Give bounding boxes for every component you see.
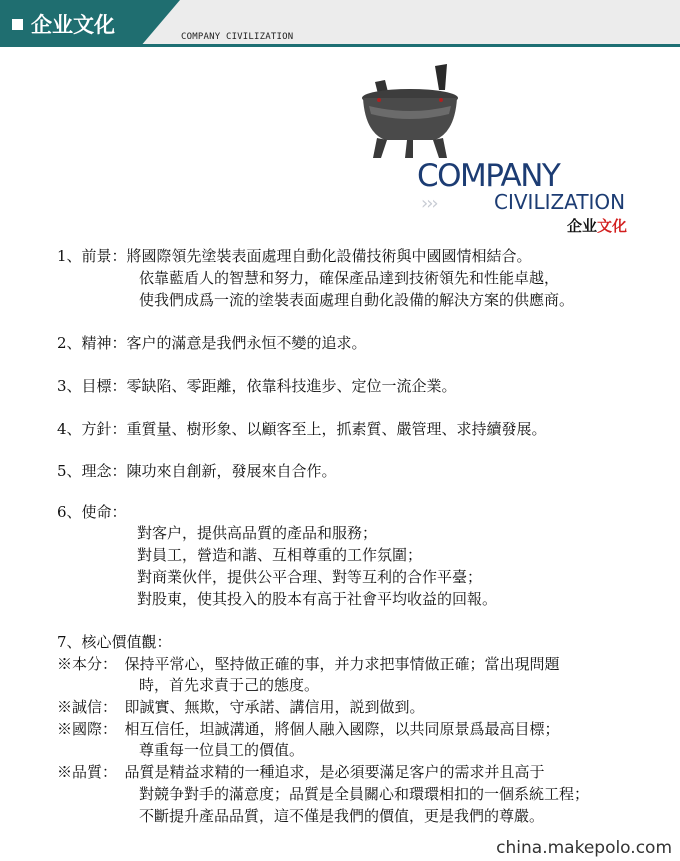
text-line: 不斷提升產品品質，這不僅是我們的價值，更是我們的尊嚴。 — [139, 807, 545, 825]
text-line: 5、理念：陳功來自創新，發展來自合作。 — [57, 462, 337, 480]
section-subtitle: COMPANY CIVILIZATION — [181, 32, 294, 42]
text-line: 尊重每一位員工的價值。 — [139, 741, 305, 759]
text-line: 時，首先求責于己的態度。 — [139, 676, 320, 694]
text-line: 3、目標：零缺陷、零距離，依靠科技進步、定位一流企業。 — [57, 377, 457, 395]
text-line: ※國際： 相互信任，坦誠溝通，將個人融入國際，以共同原景爲最高目標； — [57, 720, 560, 738]
chevron-right-icon: ››› — [421, 193, 437, 214]
text-line: 對商業伙伴，提供公平合理、對等互利的合作平臺； — [137, 568, 483, 586]
section-title: 企业文化 — [31, 13, 115, 37]
logo-word-civilization: CIVILIZATION — [494, 190, 626, 214]
text-line: 依靠藍盾人的智慧和努力，確保產品達到技術領先和性能卓越， — [139, 269, 560, 287]
logo-chinese-part1: 企业 — [567, 217, 598, 235]
watermark: china.makepolo.com — [496, 838, 672, 858]
text-line: 6、使命： — [57, 503, 127, 521]
text-line: ※誠信： 即誠實、無欺，守承諾、講信用，説到做到。 — [57, 698, 425, 716]
text-line: 對客户，提供高品質的產品和服務； — [137, 524, 378, 542]
text-line: 對股東，使其投入的股本有高于社會平均收益的回報。 — [137, 590, 498, 608]
text-line: 7、核心價值觀： — [57, 633, 172, 651]
text-line: 使我們成爲一流的塗裝表面處理自動化設備的解決方案的供應商。 — [139, 291, 575, 309]
text-line: 1、前景：將國際領先塗裝表面處理自動化設備技術與中國國情相結合。 — [57, 247, 532, 265]
text-line: ※品質： 品質是精益求精的一種追求，是必須要滿足客户的需求并且高于 — [57, 763, 545, 781]
logo-chinese-part2: 文化 — [597, 217, 628, 235]
text-line: ※本分： 保持平常心，堅持做正確的事，并力求把事情做正確；當出現問題 — [57, 655, 560, 673]
text-line: 2、精神：客户的滿意是我們永恒不變的追求。 — [57, 334, 367, 352]
logo-word-company: COMPANY — [417, 158, 560, 194]
text-line: 4、方針：重質量、樹形象、以顧客至上，抓素質、嚴管理、求持續發展。 — [57, 420, 547, 438]
text-line: 對員工，營造和諧、互相尊重的工作氛圍； — [137, 546, 423, 564]
text-line: 對競争對手的滿意度；品質是全員關心和環環相扣的一個系統工程； — [139, 785, 590, 803]
